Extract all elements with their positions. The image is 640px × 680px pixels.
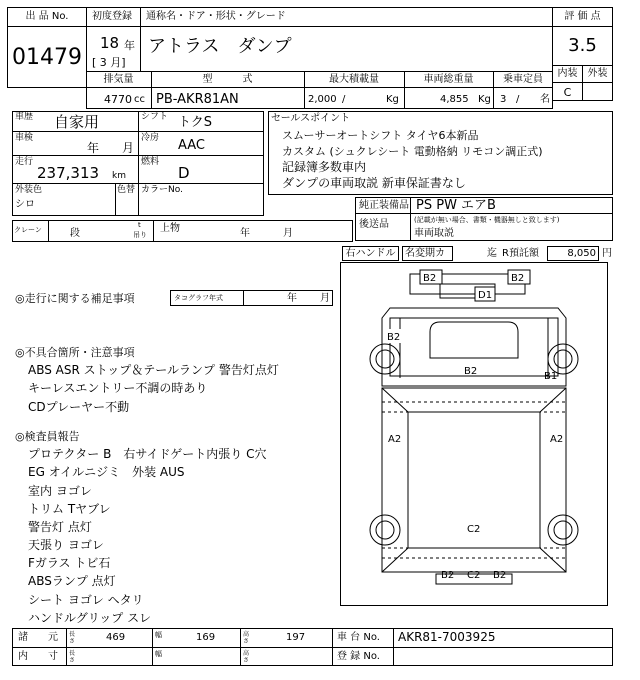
shift: トクS xyxy=(178,115,212,130)
inspector-line: トリム Tヤブレ xyxy=(28,502,111,516)
model-code: PB-AKR81AN xyxy=(156,92,239,107)
score-label: 評 価 点 xyxy=(564,11,601,22)
crane-year: 年 xyxy=(240,228,250,239)
disp-unit: cc xyxy=(134,94,145,105)
truck-diagram xyxy=(340,262,608,606)
after-value: 車両取説 xyxy=(414,228,454,239)
damage-mark: B2 xyxy=(511,273,525,284)
run-title: ◎走行に関する補足事項 xyxy=(15,292,135,305)
inspection-year: 年 xyxy=(87,141,100,155)
inspector-line: EG オイルニジミ 外装 AUS xyxy=(28,465,185,479)
sales-line: 記録簿多数車内 xyxy=(282,160,367,174)
mileage: 237,313 xyxy=(37,164,100,182)
displacement: 4770 xyxy=(104,93,132,106)
interior-dims-label: 内 寸 xyxy=(18,651,58,662)
fuel: D xyxy=(178,164,190,182)
defect-line: ABS ASR ストップ＆テールランプ 警告灯点灯 xyxy=(28,363,279,377)
chassis-number: AKR81-7003925 xyxy=(398,630,496,644)
inspector-line: ハンドルグリップ スレ xyxy=(28,611,152,625)
shift-label: シフト xyxy=(141,112,169,122)
length-label: 長さ xyxy=(69,631,76,645)
load-label: 最大積載量 xyxy=(329,74,379,85)
damage-mark: B2 xyxy=(441,570,455,581)
interior-score: C xyxy=(563,86,572,99)
damage-mark: A2 xyxy=(388,434,402,445)
inspector-line: プロテクター B 右サイドゲート内張り C穴 xyxy=(28,447,267,461)
inspector-line: Fガラス トビ石 xyxy=(28,556,111,570)
dims-label: 諸 元 xyxy=(18,632,58,643)
cap-sep: / xyxy=(516,94,520,105)
ac: AAC xyxy=(178,138,205,153)
score-value: 3.5 xyxy=(568,35,597,56)
reg-year-unit: 年 xyxy=(124,39,135,52)
mileage-label: 走行 xyxy=(15,157,34,167)
capacity: 3 xyxy=(500,94,507,105)
name-label: 通称名・ドア・形状・グレード xyxy=(146,11,286,22)
cap-unit: 名 xyxy=(540,94,550,105)
equipment-value: PS PW エアB xyxy=(416,198,496,213)
width-value: 169 xyxy=(196,632,216,643)
inner-width-label: 幅 xyxy=(155,650,162,658)
damage-mark: C2 xyxy=(467,524,481,535)
lot-number: 01479 xyxy=(12,45,82,70)
meter-sep: 迄 xyxy=(487,248,497,259)
reg-label: 初度登録 xyxy=(92,11,132,22)
mileage-unit: km xyxy=(112,171,126,181)
load-unit: Kg xyxy=(386,94,399,105)
reg-year: 18 xyxy=(100,34,120,52)
recycle-label: R預託額 xyxy=(502,248,539,259)
reg-number-label: 登 録 No. xyxy=(337,651,380,662)
inspector-line: 警告灯 点灯 xyxy=(28,520,92,534)
sales-line: ダンプの車両取説 新車保証書なし xyxy=(282,176,466,190)
history-label: 車歴 xyxy=(15,112,34,122)
chassis-label: 車 台 No. xyxy=(337,632,380,643)
inspection-month: 月 xyxy=(122,141,135,155)
sales-label: セールスポイント xyxy=(271,113,351,124)
vehicle-name: アトラス ダンプ xyxy=(148,36,292,57)
damage-mark: B2 xyxy=(464,366,478,377)
inspector-line: 天張り ヨゴレ xyxy=(28,538,104,552)
gross-unit: Kg xyxy=(478,94,491,105)
inspector-line: ABSランプ 点灯 xyxy=(28,574,116,588)
meter-label: 名変期カ xyxy=(405,248,445,259)
ext-color-label: 外装色 xyxy=(15,185,43,195)
equipment-label: 純正装備品 xyxy=(359,200,409,211)
after-note: (記載が無い場合、書類・機器無しと致します) xyxy=(414,216,560,224)
sales-line: カスタム (シュクレシート 電動格納 リモコン調正式) xyxy=(282,145,543,158)
defect-title: ◎不具合箇所・注意事項 xyxy=(15,346,135,359)
inner-height-label: 高さ xyxy=(243,650,250,664)
color-no-label: カラーNo. xyxy=(141,185,183,195)
recycle-unit: 円 xyxy=(602,248,612,259)
inspector-title: ◎検査員報告 xyxy=(15,430,80,443)
inspector-line: シート ヨゴレ ヘタリ xyxy=(28,593,144,607)
sales-line: スムーサーオートシフト タイヤ6本新品 xyxy=(282,129,479,142)
damage-mark: B2 xyxy=(493,570,507,581)
type-label: 型 式 xyxy=(202,74,253,85)
interior-label: 内装 xyxy=(557,68,578,79)
ac-label: 冷房 xyxy=(141,133,160,143)
damage-mark: A2 xyxy=(550,434,564,445)
length-value: 469 xyxy=(106,632,126,643)
damage-mark: D1 xyxy=(478,290,493,301)
max-load: 2,000 xyxy=(308,94,337,105)
crane-upper: 上物 xyxy=(160,223,180,234)
history: 自家用 xyxy=(54,113,100,131)
inspector-line: 室内 ヨゴレ xyxy=(28,484,92,498)
gross-label: 車両総重量 xyxy=(423,74,474,85)
gross-weight: 4,855 xyxy=(440,94,469,105)
steering: 右ハンドル xyxy=(345,248,396,259)
after-label: 後送品 xyxy=(359,219,389,230)
crane-label: クレーン xyxy=(14,226,42,234)
damage-mark: B2 xyxy=(423,273,437,284)
ext-color: シロ xyxy=(15,199,35,210)
tacho-month: 月 xyxy=(320,293,330,304)
exterior-label: 外装 xyxy=(587,68,608,79)
load-sep: / xyxy=(342,94,346,105)
inner-length-label: 長さ xyxy=(69,650,76,664)
crane-row xyxy=(12,220,353,242)
defect-line: キーレスエントリー不調の時あり xyxy=(28,381,208,395)
crane-month: 月 xyxy=(283,228,293,239)
crane-steps: 段 xyxy=(70,228,80,239)
damage-mark: C2 xyxy=(467,570,481,581)
width-label: 幅 xyxy=(155,631,162,639)
fuel-label: 燃料 xyxy=(141,157,160,167)
lot-label: 出 品 No. xyxy=(25,11,69,22)
damage-mark: B1 xyxy=(544,371,558,382)
height-value: 197 xyxy=(286,632,306,643)
recycle-value: 8,050 xyxy=(567,248,596,259)
defect-line: CDプレーヤー不動 xyxy=(28,400,130,414)
reg-month: [ 3 月] xyxy=(92,56,126,69)
height-label: 高さ xyxy=(243,631,250,645)
damage-mark: B2 xyxy=(387,332,401,343)
color-change-label: 色替 xyxy=(117,185,136,195)
tacho-label: タコグラフ年式 xyxy=(174,294,223,302)
crane-ton-2: 吊り xyxy=(133,231,147,239)
inspection-label: 車検 xyxy=(15,133,34,143)
crane-ton: t xyxy=(138,221,141,229)
tacho-year: 年 xyxy=(287,293,297,304)
cap-label: 乗車定員 xyxy=(503,74,543,85)
disp-label: 排気量 xyxy=(103,74,134,85)
